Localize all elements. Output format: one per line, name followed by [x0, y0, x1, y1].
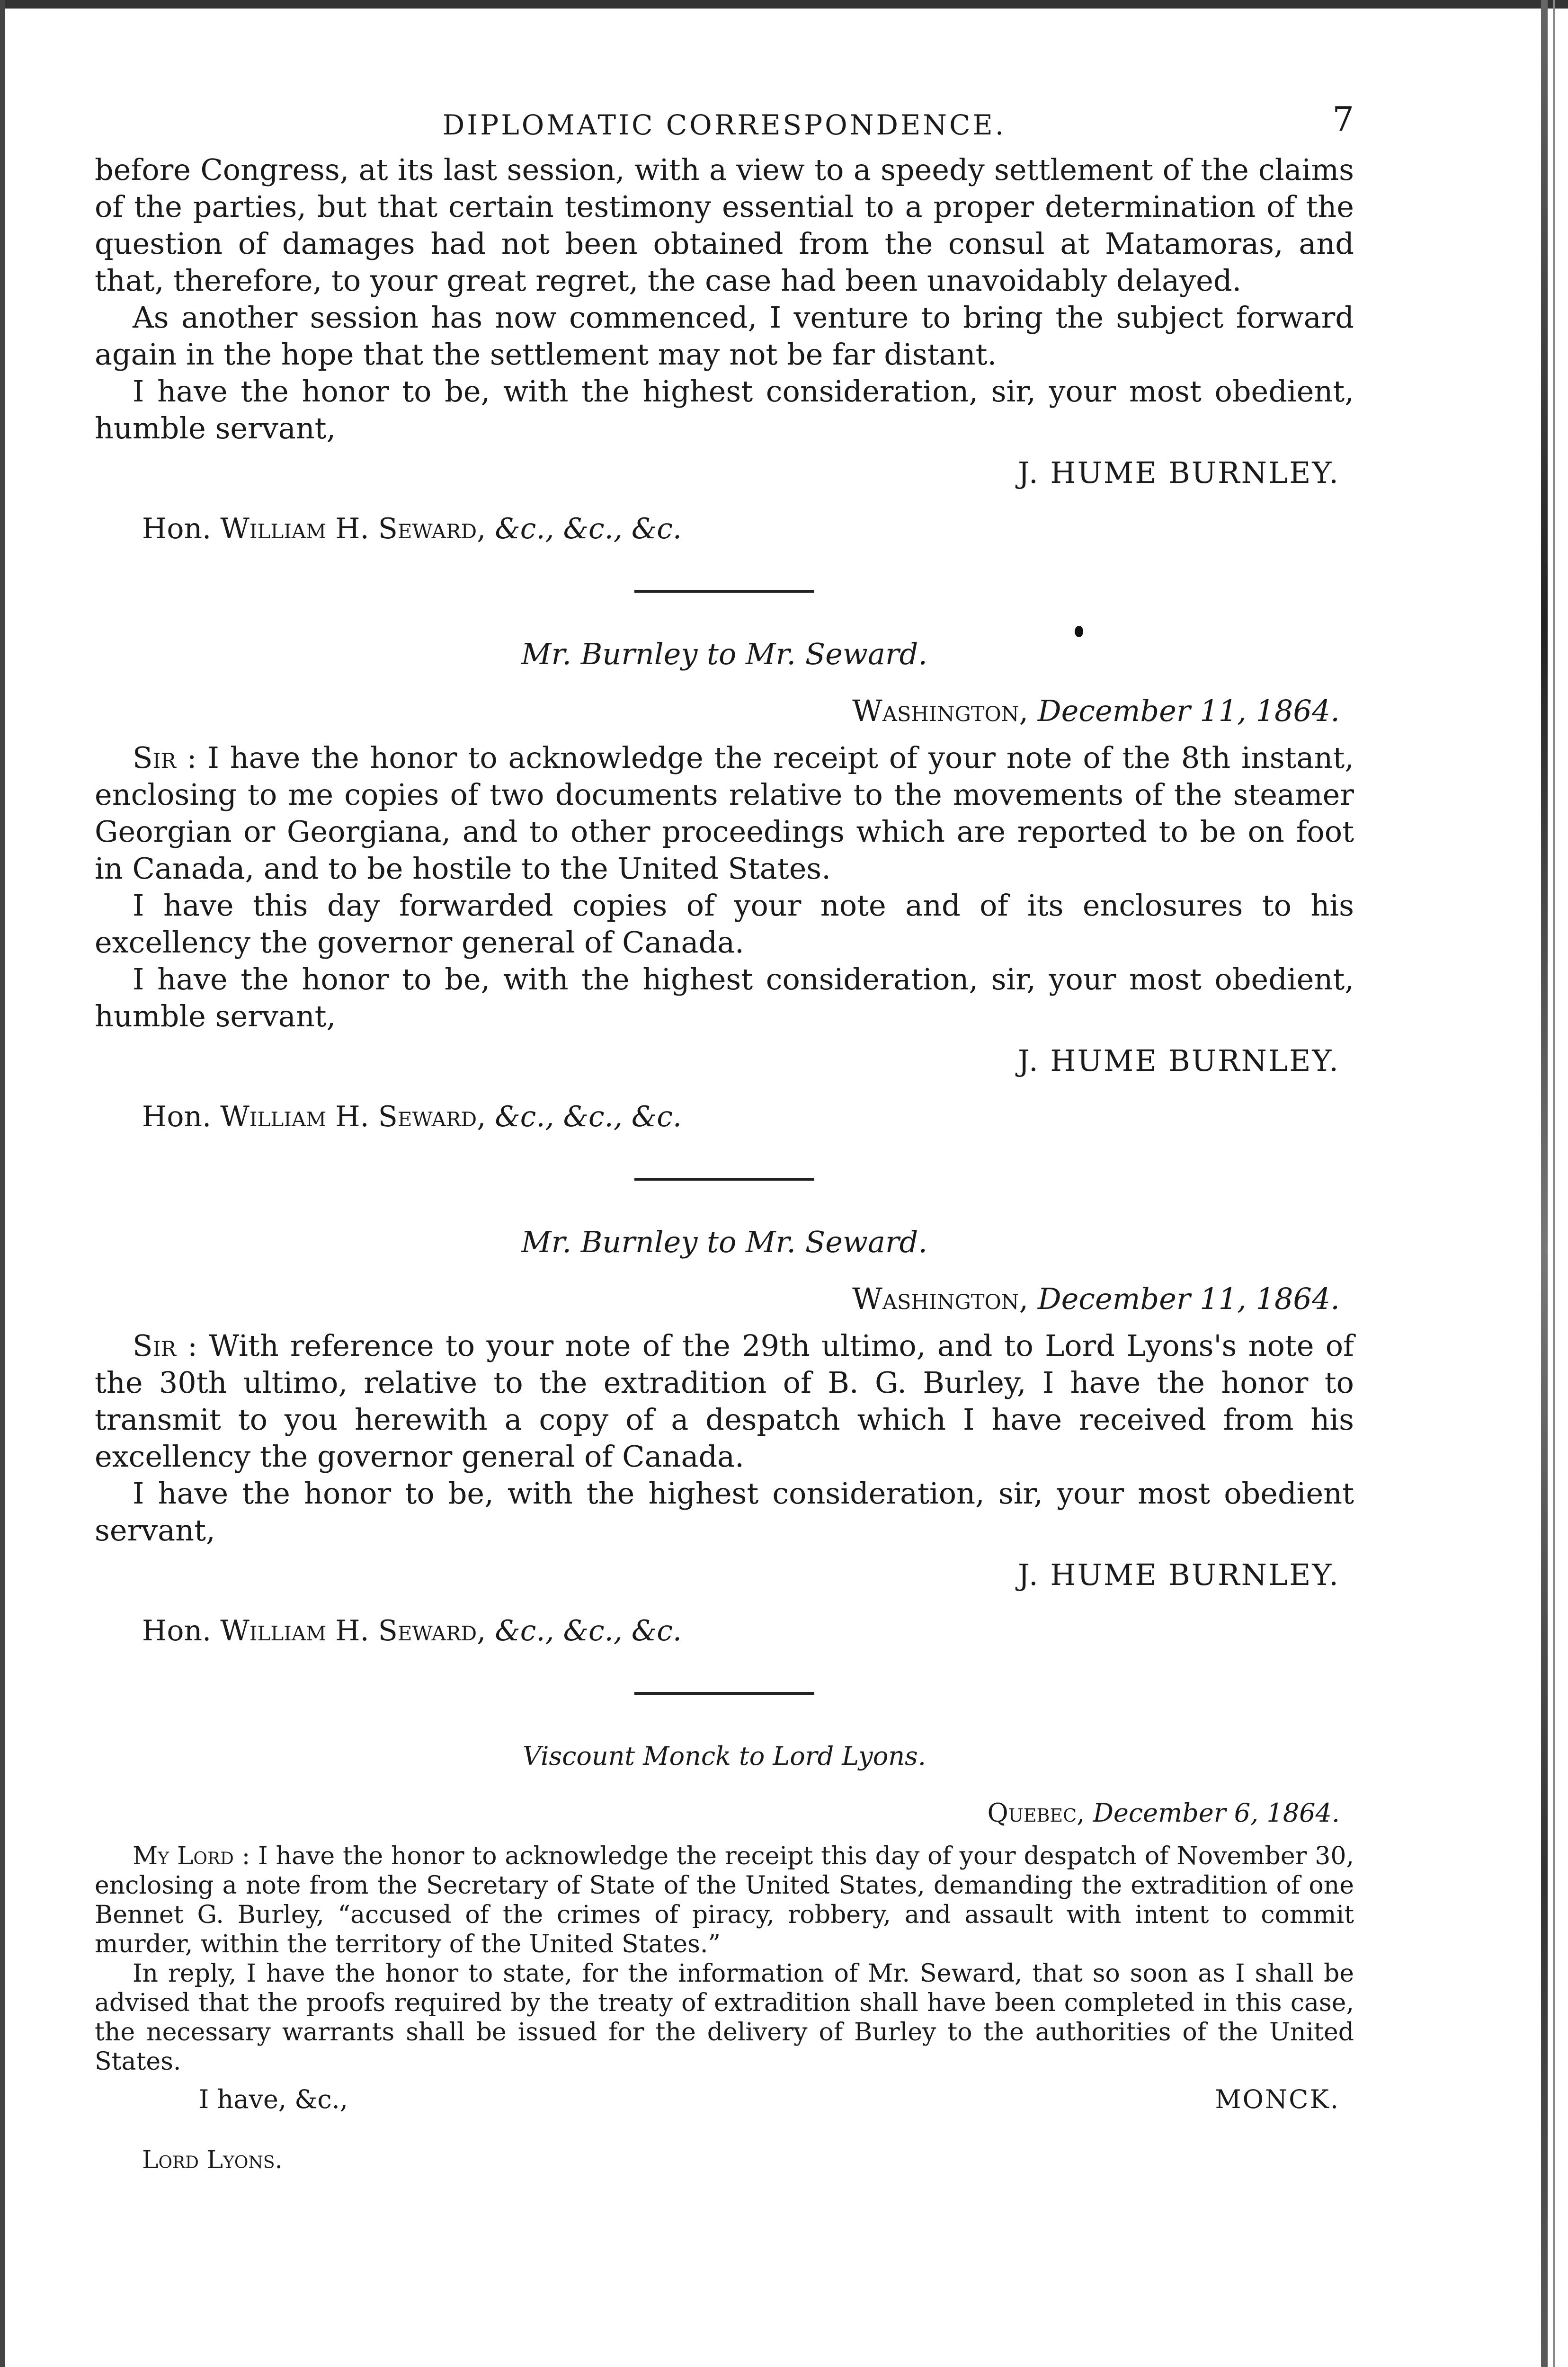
letter-closing: I have, &c.,: [199, 2084, 348, 2114]
paragraph-text: With reference to your note of the 29th ultimo, and to Lord Lyons's note of the 30th ultimo, relative to the extradition of B. G. Burley, I have the honor to transmit to you herewith a copy of a despatch which I have received from his excellency the governor general of Canada.: [95, 1328, 1354, 1474]
page-left-edge: [0, 0, 5, 2367]
dateline-date: December 11, 1864.: [1037, 1281, 1340, 1316]
binding-edge-line: [1553, 0, 1555, 2367]
addressee: [95, 510, 1354, 547]
addressee-name: William H. Seward,: [220, 1614, 486, 1647]
addressee: Lord Lyons.: [142, 2146, 283, 2174]
ink-blot: [1075, 626, 1083, 637]
letter-closing: I have the honor to be, with the highest consideration, sir, your most obedient, humble servant,: [95, 374, 1354, 445]
salutation: My Lord :: [133, 1842, 250, 1870]
dateline: [95, 1794, 1340, 1832]
dateline-place: Quebec,: [987, 1798, 1085, 1828]
section-divider: [634, 1692, 814, 1695]
page-number: 7: [1332, 99, 1354, 139]
letter-title: Mr. Burnley to Mr. Seward.: [521, 1225, 927, 1259]
running-head: DIPLOMATIC CORRESPONDENCE.: [442, 109, 1007, 141]
addressee-suffix: &c., &c., &c.: [495, 512, 682, 545]
dateline-place: Washington,: [852, 694, 1029, 728]
enclosure-letter: [95, 1737, 1354, 2179]
letter-closing: I have the honor to be, with the highest consideration, sir, your most obedient servant,: [95, 1476, 1354, 1548]
continuation-paragraph: before Congress, at its last session, with a view to a speedy settlement of the claims of the parties, but that certain testimony essential to a proper determination of the question of damages had not been obtained from the consul at Matamoras, and that, therefore, to your great regret, the case had been unavoidably delayed.: [95, 152, 1354, 298]
letter-paragraph: [95, 739, 1354, 887]
closing-row: [95, 2081, 1354, 2118]
document-page: [95, 80, 1354, 2179]
addressee-prefix: Hon.: [142, 512, 212, 545]
dateline-date: December 6, 1864.: [1093, 1798, 1340, 1828]
binding-edge: [1541, 0, 1548, 2367]
paragraph-text: I have the honor to acknowledge the receipt this day of your despatch of November 30, enclosing a note from the Secretary of State of the United States, demanding the extradition of one Bennet G. Burley, “accused of the crimes of piracy, robbery, and assault with intent to commit murder, within the territory of the United States.”: [95, 1842, 1354, 1958]
letter-paragraph: As another session has now commenced, I venture to bring the subject forward again in the hope that the settlement may not be far distant.: [95, 300, 1354, 372]
letter: [95, 1223, 1354, 1649]
addressee-prefix: Hon.: [142, 1614, 212, 1647]
letter: [95, 635, 1354, 1135]
signature: J. HUME BURNLEY.: [1017, 1557, 1340, 1592]
page-top-rule: [0, 0, 1568, 9]
letter-title: Mr. Burnley to Mr. Seward.: [521, 637, 927, 671]
addressee: [95, 1612, 1354, 1649]
dateline-date: December 11, 1864.: [1037, 694, 1340, 728]
signature: J. HUME BURNLEY.: [1017, 1043, 1340, 1078]
addressee-name: William H. Seward,: [220, 1100, 486, 1133]
signature: J. HUME BURNLEY.: [1017, 455, 1340, 490]
dateline-place: Washington,: [852, 1281, 1029, 1316]
letter-paragraph: [95, 1842, 1354, 1959]
section-divider: [634, 590, 814, 593]
addressee-suffix: &c., &c., &c.: [495, 1614, 682, 1647]
page-header: [95, 80, 1354, 151]
letter-paragraph: I have this day forwarded copies of your note and of its enclosures to his excellency the governor general of Canada.: [95, 888, 1354, 960]
letter-paragraph: [95, 1327, 1354, 1475]
salutation: Sir :: [133, 740, 197, 775]
letter-closing: I have the honor to be, with the highest consideration, sir, your most obedient, humble servant,: [95, 962, 1354, 1033]
paragraph-text: I have the honor to acknowledge the receipt of your note of the 8th instant, enclosing to me copies of two documents relative to the movements of the steamer Georgian or Georgiana, and to other proceedings which are reported to be on foot in Canada, and to be hostile to the United States.: [95, 740, 1354, 886]
addressee-prefix: Hon.: [142, 1100, 212, 1133]
dateline: [95, 1280, 1340, 1318]
dateline: [95, 692, 1340, 730]
addressee-name: William H. Seward,: [220, 512, 486, 545]
letter-title: Viscount Monck to Lord Lyons.: [523, 1741, 926, 1771]
letter-continuation: [95, 151, 1354, 547]
section-divider: [634, 1178, 814, 1181]
signature: MONCK.: [1215, 2084, 1340, 2114]
letter-paragraph: In reply, I have the honor to state, for the information of Mr. Seward, that so soon as I shall be advised that the proofs required by the treaty of extradition shall have been completed in this case, the necessary warrants shall be issued for the delivery of Burley to the authorities of the United States.: [95, 1959, 1354, 2076]
addressee-suffix: &c., &c., &c.: [495, 1100, 682, 1133]
addressee: [95, 1098, 1354, 1135]
salutation: Sir :: [133, 1328, 198, 1363]
